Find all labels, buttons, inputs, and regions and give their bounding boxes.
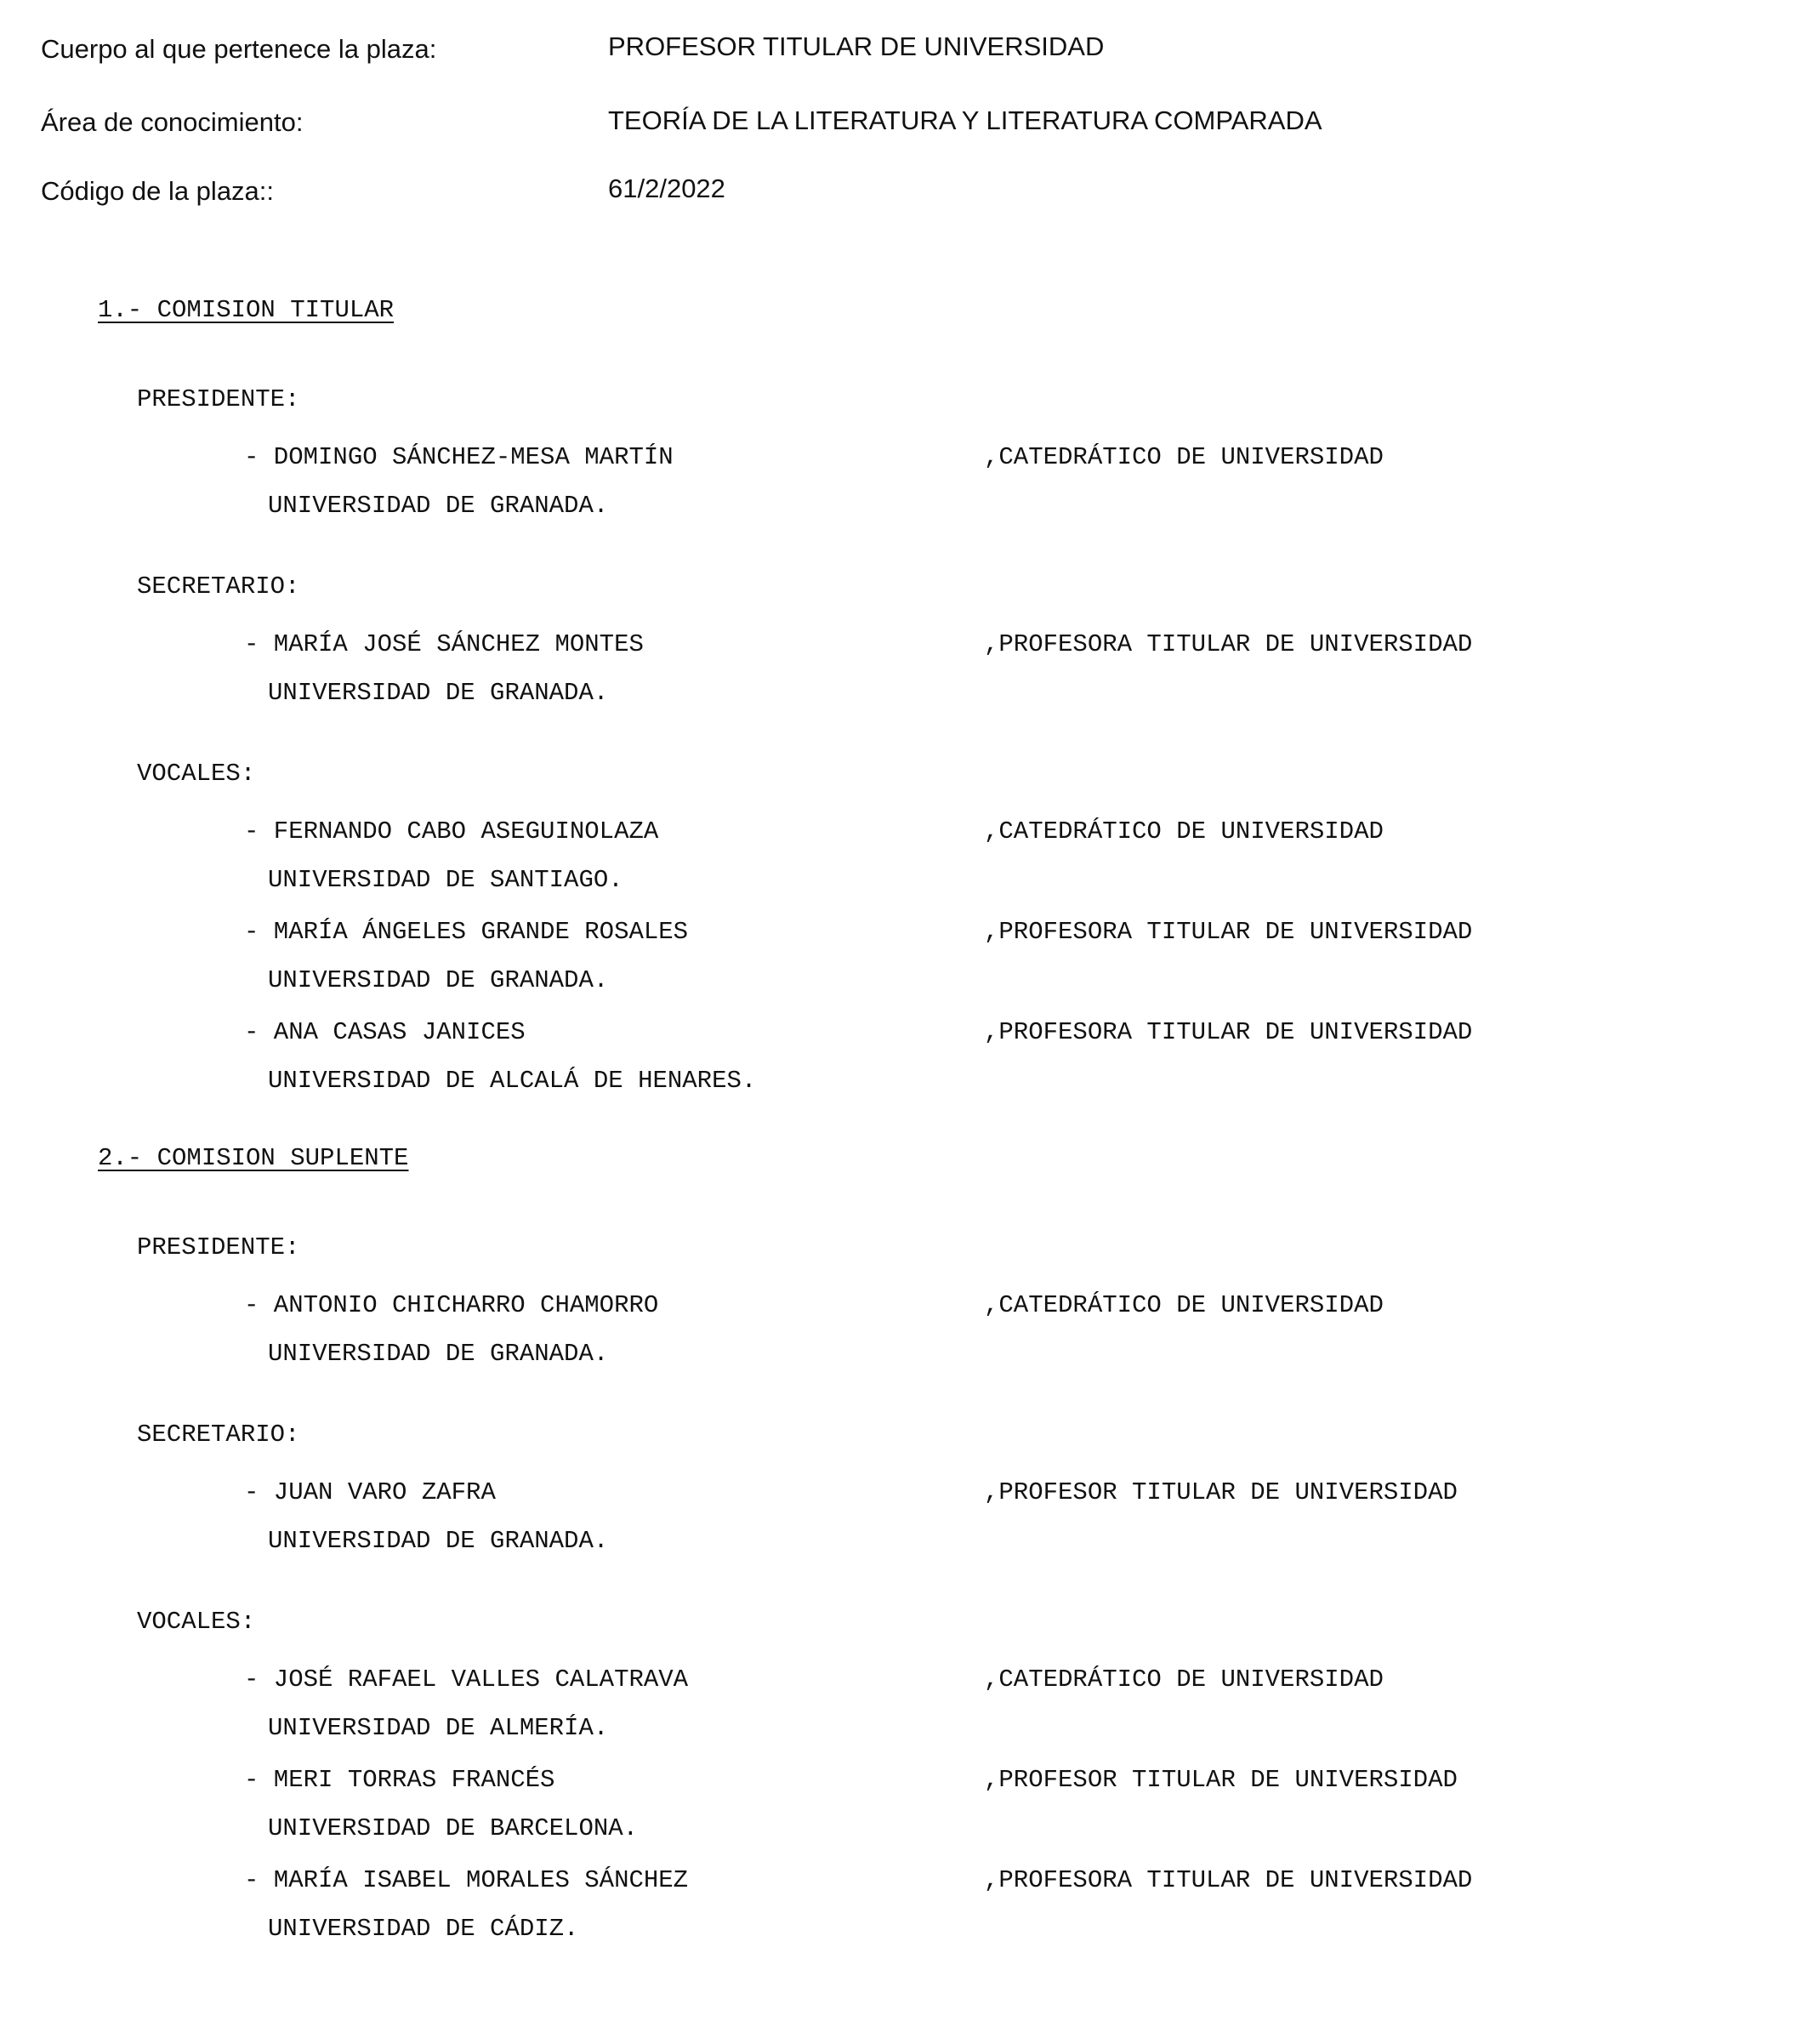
role-label-secretario: SECRETARIO:: [137, 1421, 300, 1449]
member-university: UNIVERSIDAD DE GRANADA.: [268, 966, 609, 994]
codigo-value: 61/2/2022: [608, 174, 725, 203]
member-name: - ANA CASAS JANICES: [244, 1018, 526, 1046]
member-position: ,PROFESOR TITULAR DE UNIVERSIDAD: [984, 1766, 1458, 1794]
member-university: UNIVERSIDAD DE GRANADA.: [268, 492, 609, 520]
member-university: UNIVERSIDAD DE GRANADA.: [268, 1527, 609, 1555]
member-position: ,PROFESORA TITULAR DE UNIVERSIDAD: [984, 918, 1473, 946]
member-position: ,CATEDRÁTICO DE UNIVERSIDAD: [984, 1291, 1384, 1319]
member-university: UNIVERSIDAD DE GRANADA.: [268, 679, 609, 707]
member-position: ,PROFESOR TITULAR DE UNIVERSIDAD: [984, 1478, 1458, 1506]
member-university: UNIVERSIDAD DE SANTIAGO.: [268, 866, 623, 894]
member-university: UNIVERSIDAD DE ALMERÍA.: [268, 1714, 609, 1742]
member-university: UNIVERSIDAD DE ALCALÁ DE HENARES.: [268, 1067, 757, 1095]
member-name: - ANTONIO CHICHARRO CHAMORRO: [244, 1291, 659, 1319]
cuerpo-value: PROFESOR TITULAR DE UNIVERSIDAD: [608, 31, 1105, 61]
member-name: - MARÍA JOSÉ SÁNCHEZ MONTES: [244, 630, 644, 658]
section-title-titular: 1.- COMISION TITULAR: [98, 296, 395, 324]
role-label-presidente: PRESIDENTE:: [137, 385, 300, 413]
member-name: - JOSÉ RAFAEL VALLES CALATRAVA: [244, 1665, 689, 1694]
member-position: ,PROFESORA TITULAR DE UNIVERSIDAD: [984, 1866, 1473, 1894]
member-name: - MERI TORRAS FRANCÉS: [244, 1766, 555, 1794]
cuerpo-label: Cuerpo al que pertenece la plaza:: [41, 34, 437, 64]
member-position: ,CATEDRÁTICO DE UNIVERSIDAD: [984, 1665, 1384, 1694]
codigo-label: Código de la plaza::: [41, 176, 275, 206]
role-label-presidente: PRESIDENTE:: [137, 1233, 300, 1261]
member-university: UNIVERSIDAD DE GRANADA.: [268, 1340, 609, 1368]
member-name: - JUAN VARO ZAFRA: [244, 1478, 496, 1506]
member-position: ,CATEDRÁTICO DE UNIVERSIDAD: [984, 443, 1384, 471]
member-position: ,CATEDRÁTICO DE UNIVERSIDAD: [984, 817, 1384, 845]
member-name: - MARÍA ISABEL MORALES SÁNCHEZ: [244, 1866, 689, 1894]
member-name: - FERNANDO CABO ASEGUINOLAZA: [244, 817, 659, 845]
member-university: UNIVERSIDAD DE CÁDIZ.: [268, 1915, 579, 1943]
member-university: UNIVERSIDAD DE BARCELONA.: [268, 1814, 639, 1842]
member-position: ,PROFESORA TITULAR DE UNIVERSIDAD: [984, 630, 1473, 658]
member-name: - MARÍA ÁNGELES GRANDE ROSALES: [244, 918, 689, 946]
area-label: Área de conocimiento:: [41, 107, 304, 137]
member-position: ,PROFESORA TITULAR DE UNIVERSIDAD: [984, 1018, 1473, 1046]
role-label-vocales: VOCALES:: [137, 1608, 256, 1636]
role-label-secretario: SECRETARIO:: [137, 572, 300, 601]
member-name: - DOMINGO SÁNCHEZ-MESA MARTÍN: [244, 443, 674, 471]
section-title-suplente: 2.- COMISION SUPLENTE: [98, 1144, 409, 1172]
role-label-vocales: VOCALES:: [137, 760, 256, 788]
area-value: TEORÍA DE LA LITERATURA Y LITERATURA COMPARADA: [608, 105, 1322, 135]
